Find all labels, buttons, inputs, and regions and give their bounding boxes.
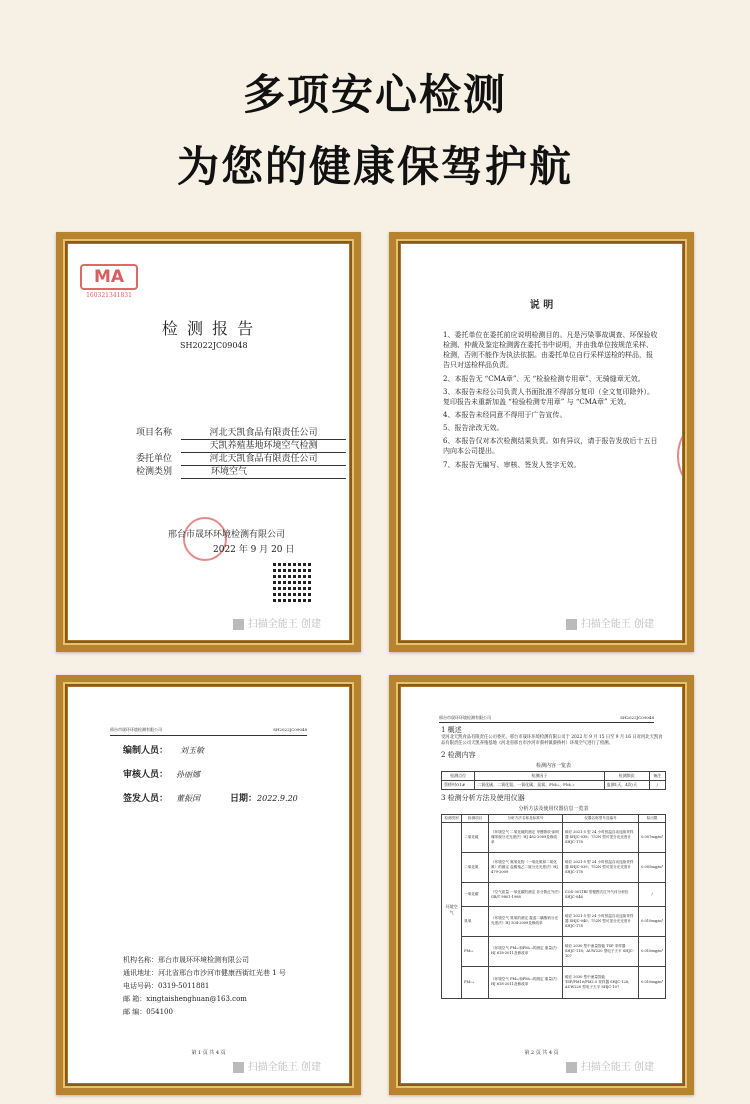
- section-1-title: 1 概述: [441, 726, 462, 734]
- table-cell: 《环境空气 PM₁₀和PM₂.₅的测定 重量法》HJ 618-2011及修改单: [489, 966, 563, 998]
- contact-value: 河北省邢台市沙河市健康西街红光巷 1 号: [158, 969, 286, 977]
- qr-code: [273, 562, 313, 602]
- watermark: [566, 615, 654, 630]
- scanner-icon: [233, 619, 244, 630]
- table-header-cell: 检测项目: [462, 814, 489, 822]
- sign-fields: [123, 745, 298, 817]
- notes-item: 5、报告涂改无效。: [443, 424, 504, 433]
- watermark-text: 扫描全能王 创建: [247, 1062, 321, 1073]
- hero-title-line2: 为您的健康保驾护航: [176, 142, 573, 191]
- table-cell: 《环境空气 PM₁₀和PM₂.₅的测定 重量法》HJ 618-2011及修改单: [489, 936, 563, 966]
- contact-value: 0319-5011881: [158, 982, 210, 990]
- page-number: 第 2 页 共 4 页: [524, 1050, 559, 1056]
- table-cell: 0.007mg/m³: [639, 822, 666, 852]
- notes-item: 6、本报告仅对本次检测结果负责。如有异议，请于报告发放后十五日内向本公司提出。: [443, 437, 658, 456]
- report-notes-frame: [389, 232, 694, 652]
- table-cell: 二氧化硫、二氧化氮、一氧化碳、臭氧、PM₁₀、PM₂.₅: [475, 780, 605, 789]
- content-table: [441, 771, 666, 790]
- contact-label: 邮 编：: [123, 1008, 147, 1016]
- sign-date: 2022.9.20: [257, 794, 298, 803]
- cma-mark: MA: [80, 264, 138, 290]
- header-left: 邢台市晟环环境检测有限公司: [439, 715, 491, 720]
- table-cell: PM₂.₅: [462, 966, 489, 998]
- contact-value: xingtaishenghuan@163.com: [146, 995, 247, 1003]
- issue-date: 2022 年 9 月 20 日: [213, 545, 295, 555]
- sign-label: 编制人员：: [123, 746, 169, 756]
- table-1-title: 检测内容一览表: [535, 762, 571, 769]
- table-header-cell: 检测频次: [604, 771, 649, 780]
- contact-label: 机构名称：: [123, 956, 158, 964]
- cover-label: 项目名称: [136, 428, 173, 438]
- table-cell: 0.010mg/m³: [639, 966, 666, 998]
- watermark: [566, 1058, 654, 1073]
- contact-label: 电话号码：: [123, 982, 158, 990]
- watermark: [233, 615, 321, 630]
- table-header-cell: 检测因子: [475, 771, 605, 780]
- table-cell: COS-3011RI 型便携式红外气体分析仪 SHJC-046: [562, 882, 638, 906]
- page-header: [110, 727, 307, 736]
- table-header-cell: 仪器名称型号及编号: [562, 814, 638, 822]
- table-cell: 《环境空气 二氧化硫的测定 甲醛吸收-副玫瑰苯胺分光光度法》HJ 482-2009及修改单: [489, 822, 563, 852]
- notes-title: 说 明: [529, 300, 554, 311]
- header-right: SH2022JC09048: [273, 727, 307, 732]
- table-cell: /: [649, 780, 665, 789]
- notes-item: 1、委托单位在委托前应说明检测目的。凡是污染事故调查、环保验收检测、仲裁及鉴定检测需在委托书中说明，并由我单位按规范采样、检测，否则不能作为执法依据。由委托单位自行采样送检的样品，报告只对送检样品负责。: [443, 331, 658, 370]
- date-label: 日期：: [230, 794, 258, 804]
- table-cell: 崂应 2021-5 型 24 小时恒温自动连续采样器 SHJC-038；752N 型可见分光光度计 SHJC-178: [562, 822, 638, 852]
- issuer-name: 邢台市晟环环境检测有限公司: [168, 530, 286, 540]
- watermark-text: 扫描全能王 创建: [247, 619, 321, 630]
- report-analysis-page: [401, 687, 682, 1083]
- edge-seal: [677, 424, 682, 488]
- signature: 孙丽娜: [176, 770, 201, 779]
- cover-label: 检测类别: [136, 467, 173, 477]
- cma-number: 160321341831: [86, 292, 132, 299]
- report-number: SH2022JC09048: [180, 341, 248, 350]
- table-cell: 崂应 2021-5 型 24 小时恒温自动连续采样器 SHJC-040；752N 型可见分光光度计 SHJC-178: [562, 906, 638, 936]
- header-right: SH2022JC09048: [620, 715, 654, 720]
- cover-value: 天凯养殖基地环境空气检测: [181, 440, 346, 453]
- sign-label: 审核人员：: [123, 770, 169, 780]
- table-cell: 二氧化氮: [462, 852, 489, 882]
- scanner-icon: [233, 1062, 244, 1073]
- signature: 刘玉敏: [180, 746, 205, 755]
- section-2-title: 2 检测内容: [441, 750, 476, 759]
- page-number: 第 1 页 共 4 页: [191, 1050, 226, 1056]
- cover-label: [136, 440, 181, 453]
- contact-block: [123, 955, 286, 1020]
- report-sign-page: [68, 687, 349, 1083]
- table-cell: 二氧化硫: [462, 822, 489, 852]
- table-header-cell: 检测点位: [442, 771, 475, 780]
- scanner-icon: [566, 1062, 577, 1073]
- table-cell: 崂应 2030 型中流量智能 TSP/PM10/PM2.5 采样器 SHJC-128；AUW220 型电子天平 SHJC-107: [562, 966, 638, 998]
- notes-item: 2、本报告无 “CMA章”、无 “检验检测专用章”、无骑缝章无效。: [443, 374, 645, 383]
- watermark-text: 扫描全能王 创建: [580, 1062, 654, 1073]
- section-3-title: 3 检测分析方法及使用仪器: [441, 793, 525, 802]
- contact-value: 054100: [146, 1008, 173, 1016]
- scanner-icon: [566, 619, 577, 630]
- notes-item: 3、本报告未经公司负责人书面批准不得部分复印（全文复印除外）。复印报告未重新加盖 “检验检测专用章” 与 “CMA章” 无效。: [443, 387, 654, 406]
- report-notes-page: [401, 244, 682, 640]
- signature: 董振国: [176, 794, 201, 803]
- table-cell: 《空气质量 一氧化碳的测定 非分散红外法》GB/T 9801-1988: [489, 882, 563, 906]
- table-header-cell: 检出限: [639, 814, 666, 822]
- table-header-cell: 备注: [649, 771, 665, 780]
- table-cell: 《环境空气 氮氧化物（一氧化氮和二氧化氮）的测定 盐酸萘乙二胺分光光度法》HJ 479-2009: [489, 852, 563, 882]
- table-2-title: 分析方法及使用仪器信息一览表: [518, 805, 589, 812]
- table-cell: /: [639, 882, 666, 906]
- table-cell: 0.005mg/m³: [639, 852, 666, 882]
- section-1-text: 受河北天凯食品有限责任公司委托，邢台市晟环环境检测有限公司于 2022 年 9 月 15 日至 9 月 16 日对河北天凯食品有限责任公司天凯养殖基地（河北省邢台市沙河市蔡村镇蔡桥村）环境空气进行了检测。: [441, 735, 663, 747]
- hero-title-line1: 多项安心检测: [242, 70, 507, 119]
- hero-banner: [0, 0, 750, 225]
- table-cell: 崂应 2021-5 型 24 小时恒温自动连续采样器 SHJC-039；752N 型可见分光光度计 SHJC-178: [562, 852, 638, 882]
- table-cell: 一氧化碳: [462, 882, 489, 906]
- contact-value: 邢台市晟环环境检测有限公司: [158, 956, 249, 964]
- header-left: 邢台市晟环环境检测有限公司: [110, 727, 162, 732]
- analysis-body: [441, 725, 666, 999]
- table-cell: 0.010mg/m³: [639, 936, 666, 966]
- table-cell: 《环境空气 臭氧的测定 靛蓝二磺酸钠分光光度法》HJ 504-2009及修改单: [489, 906, 563, 936]
- cover-value: 环境空气: [181, 466, 346, 479]
- report-sign-frame: [56, 675, 361, 1095]
- table-cell: 0.010mg/m³: [639, 906, 666, 936]
- table-header-cell: 分析方法名称及标准号: [489, 814, 563, 822]
- notes-item: 4、本报告未经同意不得用于广告宣传。: [443, 410, 567, 419]
- cover-value: 河北天凯食品有限责任公司: [181, 427, 346, 440]
- report-cover-page: [68, 244, 349, 640]
- watermark: [233, 1058, 321, 1073]
- method-table: [441, 814, 666, 999]
- table-cell: PM₁₀: [462, 936, 489, 966]
- table-cell: 崂应 2030 型中流量智能 TSP 采样器 SHJC-118；AUW220 型电子天平 SHJC-107: [562, 936, 638, 966]
- contact-label: 邮 箱：: [123, 995, 147, 1003]
- report-cover-frame: [56, 232, 361, 652]
- sign-label: 签发人员：: [123, 794, 169, 804]
- cover-info: [136, 427, 346, 479]
- table-cell: 臭氧: [462, 906, 489, 936]
- cover-value: 河北天凯食品有限责任公司: [181, 453, 346, 466]
- page-header: [439, 715, 654, 723]
- table-cell: 蔡桥村O1#: [442, 780, 475, 789]
- table-cell: 环境空气: [442, 822, 462, 998]
- cma-logo: [80, 264, 138, 304]
- contact-label: 通讯地址：: [123, 969, 158, 977]
- table-header-cell: 检测类别: [442, 814, 462, 822]
- report-title: 检 测 报 告: [161, 319, 256, 338]
- watermark-text: 扫描全能王 创建: [580, 619, 654, 630]
- report-analysis-frame: [389, 675, 694, 1095]
- notes-item: 7、本报告无编写、审核、签发人签字无效。: [443, 460, 581, 469]
- notes-list: [443, 330, 658, 473]
- table-cell: 监测1天，4次/天: [604, 780, 649, 789]
- cover-label: 委托单位: [136, 454, 173, 464]
